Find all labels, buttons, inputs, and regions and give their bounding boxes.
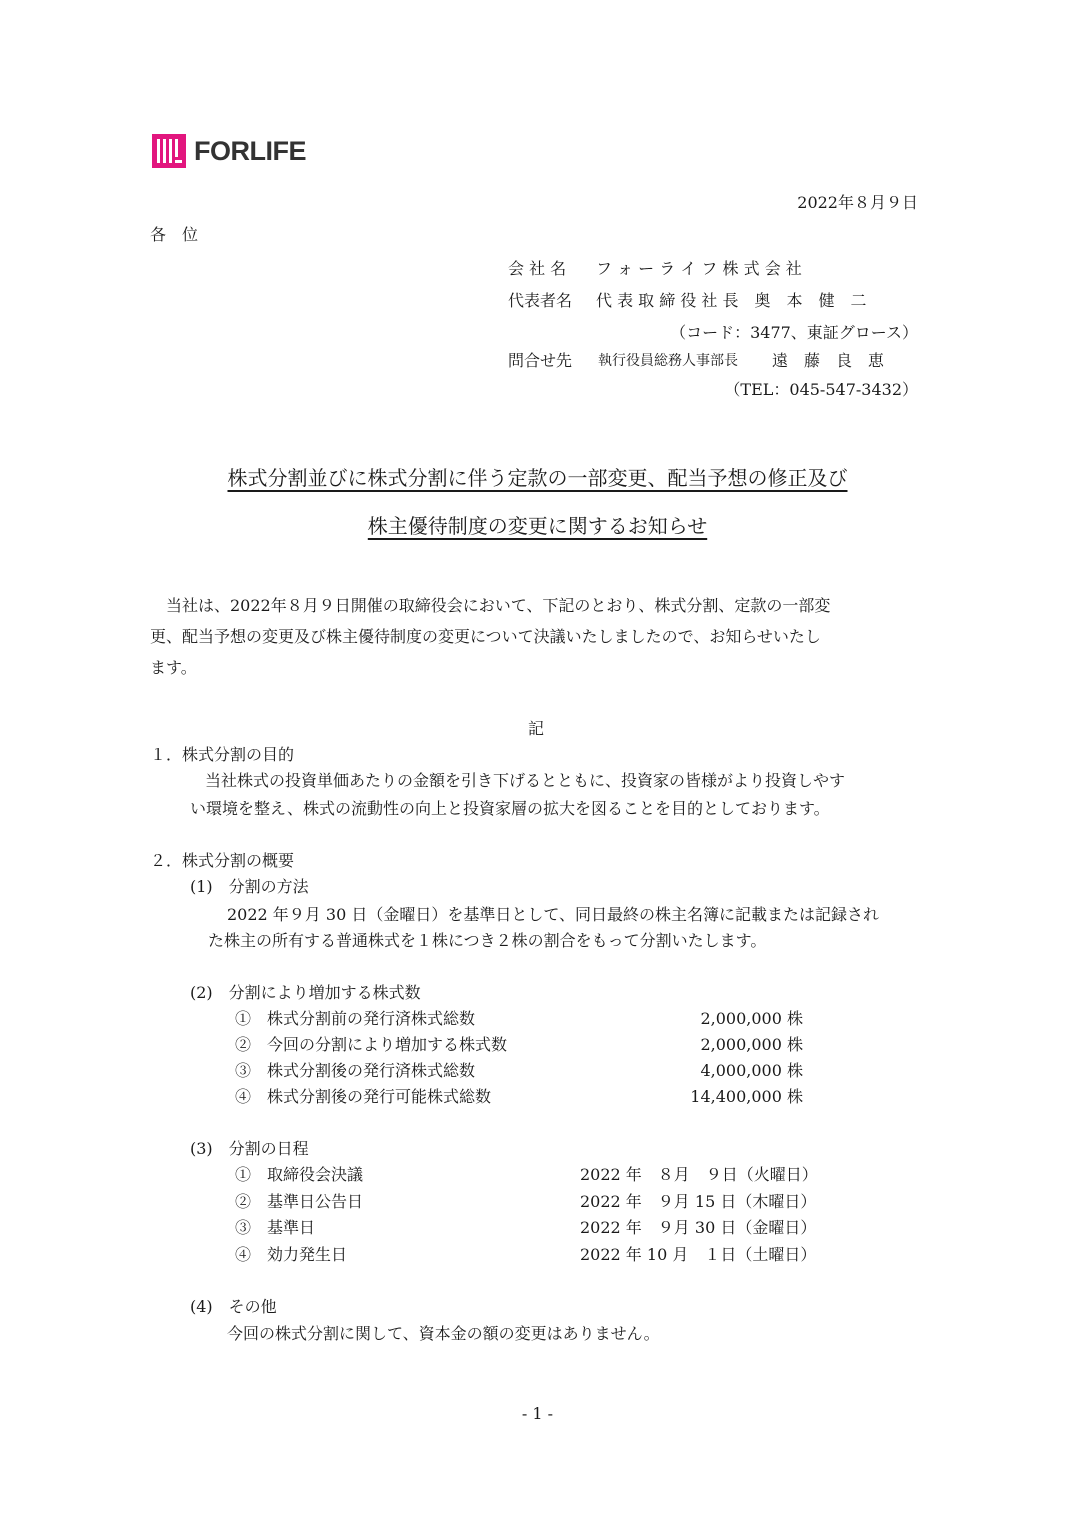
forlife-logo-icon [152, 134, 186, 168]
section1-line-2: い環境を整え、株式の流動性の向上と投資家層の拡大を図ることを目的としております。 [190, 799, 830, 818]
schedule-row-label: ② 基準日公告日 [235, 1192, 364, 1211]
page-number: - 1 - [521, 1404, 554, 1423]
sub4-heading: (4) その他 [190, 1297, 277, 1316]
sub1-line-1: 2022 年９月 30 日（金曜日）を基準日として、同日最終の株主名簿に記載または記録され [227, 905, 880, 924]
share-row-label: ④ 株式分割後の発行可能株式総数 [235, 1087, 492, 1106]
share-row-value: 4,000,000 株 [700, 1061, 803, 1080]
sub1-heading: (1) 分割の方法 [190, 877, 309, 896]
sub1-line-2: た株主の所有する普通株式を１株につき２株の割合をもって分割いたします。 [208, 931, 767, 950]
schedule-row-label: ① 取締役会決議 [235, 1165, 364, 1184]
company-name: フ ォ ー ラ イ フ 株 式 会 社 [596, 259, 802, 278]
ki-heading: 記 [528, 719, 545, 738]
schedule-row-date: 2022 年 ９月 15 日（木曜日） [580, 1192, 817, 1211]
schedule-row-date: 2022 年 10 月 １日（土曜日） [580, 1245, 817, 1264]
section2-heading: ２．株式分割の概要 [150, 851, 295, 870]
sub2-heading: (2) 分割により増加する株式数 [190, 983, 421, 1002]
contact-label: 問合せ先 [508, 351, 573, 370]
release-date: 2022年８月９日 [797, 193, 918, 212]
intro-line-1: 当社は、2022年８月９日開催の取締役会において、下記のとおり、株式分割、定款の一部変 [166, 596, 831, 615]
schedule-row-date: 2022 年 ９月 30 日（金曜日） [580, 1218, 817, 1237]
document-title-line1: 株式分割並びに株式分割に伴う定款の一部変更、配当予想の修正及び [227, 466, 848, 490]
share-row-value: 14,400,000 株 [690, 1087, 803, 1106]
share-row-label: ② 今回の分割により増加する株式数 [235, 1035, 508, 1054]
contact-tel: （TEL：045-547-3432） [724, 380, 918, 399]
share-row-value: 2,000,000 株 [700, 1009, 803, 1028]
contact-name: 遠 藤 良 恵 [772, 351, 885, 370]
representative-label: 代表者名 [508, 291, 573, 310]
schedule-row-date: 2022 年 ８月 ９日（火曜日） [580, 1165, 818, 1184]
sub3-heading: (3) 分割の日程 [190, 1139, 309, 1158]
section1-line-1: 当社株式の投資単価あたりの金額を引き下げるとともに、投資家の皆様がより投資しやす [205, 771, 846, 790]
logo-text: FORLIFE [194, 136, 306, 166]
company-name-label: 会 社 名 [508, 259, 567, 278]
intro-line-3: ます。 [150, 658, 197, 677]
contact-title: 執行役員総務人事部長 [598, 353, 738, 369]
document-title-line2: 株主優待制度の変更に関するお知らせ [367, 514, 708, 538]
sub4-line-1: 今回の株式分割に関して、資本金の額の変更はありません。 [227, 1324, 660, 1343]
section1-heading: １．株式分割の目的 [150, 745, 295, 764]
representative-name: 代 表 取 締 役 社 長 奥 本 健 二 [596, 291, 867, 310]
share-row-value: 2,000,000 株 [700, 1035, 803, 1054]
share-row-label: ③ 株式分割後の発行済株式総数 [235, 1061, 476, 1080]
addressee: 各 位 [150, 225, 199, 244]
stock-code: （コード：3477、東証グロース） [670, 323, 918, 342]
intro-line-2: 更、配当予想の変更及び株主優待制度の変更について決議いたしましたので、お知らせいたし [150, 627, 821, 646]
share-row-label: ① 株式分割前の発行済株式総数 [235, 1009, 476, 1028]
schedule-row-label: ④ 効力発生日 [235, 1245, 348, 1264]
schedule-row-label: ③ 基準日 [235, 1218, 316, 1237]
